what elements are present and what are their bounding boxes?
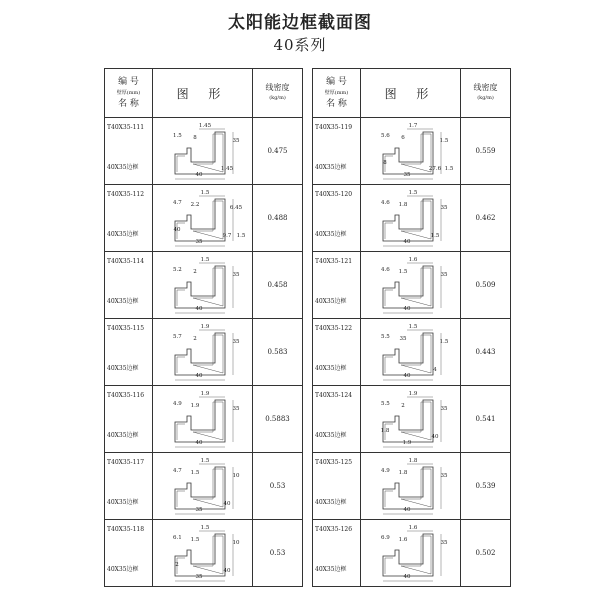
dimension-label: 6.1 bbox=[173, 535, 182, 541]
profile-name: 40X35边框 bbox=[107, 499, 139, 506]
dimension-label: 1.5 bbox=[444, 166, 454, 172]
table-header-row bbox=[105, 69, 303, 118]
profile-outline bbox=[383, 132, 433, 174]
dimension-label: 1.5 bbox=[200, 525, 210, 531]
profile-code: T40X35-117 bbox=[107, 459, 145, 466]
dimension-label: 1.5 bbox=[408, 324, 418, 330]
profile-id-cell bbox=[105, 453, 153, 520]
profile-density: 0.443 bbox=[461, 319, 511, 386]
dimension-label: 35 bbox=[440, 406, 448, 412]
dimension-label: 1.45 bbox=[220, 166, 234, 172]
profile-row bbox=[105, 319, 303, 386]
dimension-label: 6.9 bbox=[381, 535, 390, 541]
profile-cross-section-drawing bbox=[153, 118, 253, 184]
dimension-label: 40 bbox=[195, 440, 203, 446]
profile-density: 0.559 bbox=[461, 118, 511, 185]
header-code-label: 编 号 bbox=[326, 76, 347, 87]
profile-row bbox=[105, 252, 303, 319]
profile-inner-wall bbox=[177, 469, 223, 507]
profile-inner-wall bbox=[177, 201, 223, 239]
profile-cross-section-drawing bbox=[361, 520, 461, 586]
profile-outline bbox=[175, 199, 225, 241]
dimension-label: 1.5 bbox=[398, 269, 408, 275]
profile-row bbox=[105, 185, 303, 252]
dimension-label: 6 bbox=[401, 135, 405, 141]
profile-cross-section-drawing bbox=[361, 185, 461, 251]
profile-code: T40X35-126 bbox=[315, 526, 353, 533]
profile-id-cell bbox=[313, 185, 361, 252]
dimension-label: 35 bbox=[232, 138, 240, 144]
profile-drawing-cell bbox=[361, 386, 461, 453]
dimension-label: 10 bbox=[232, 473, 240, 479]
profile-drawing-cell bbox=[153, 453, 253, 520]
dimension-label: 4 bbox=[433, 367, 437, 373]
dimension-label: 5.5 bbox=[381, 401, 390, 407]
profile-inner-wall bbox=[177, 402, 223, 440]
dimension-label: 40 bbox=[173, 227, 181, 233]
profile-drawing-cell bbox=[361, 453, 461, 520]
profile-name: 40X35边框 bbox=[107, 298, 139, 305]
profile-cross-section-drawing bbox=[361, 453, 461, 519]
profile-row bbox=[313, 252, 511, 319]
table-header-row bbox=[313, 69, 511, 118]
profile-outline bbox=[383, 266, 433, 308]
profile-inner-wall bbox=[177, 268, 223, 306]
dimension-label: 2 bbox=[401, 403, 405, 409]
dimension-label: 1.8 bbox=[398, 470, 408, 476]
header-density-label: 线密度 bbox=[265, 83, 290, 92]
dimension-label: 35 bbox=[440, 205, 448, 211]
dimension-label: 1.8 bbox=[398, 202, 408, 208]
dimension-label: 1.6 bbox=[408, 257, 418, 263]
dimension-label: 1.9 bbox=[190, 403, 200, 409]
profile-outline bbox=[175, 467, 225, 509]
profile-drawing-cell bbox=[361, 520, 461, 587]
header-code-cell bbox=[105, 69, 153, 118]
profile-inner-wall bbox=[385, 201, 431, 239]
dimension-label: 9.7 bbox=[222, 233, 232, 239]
profile-row bbox=[313, 520, 511, 587]
profile-name: 40X35边框 bbox=[107, 566, 139, 573]
header-density-unit: (kg/m) bbox=[477, 95, 494, 101]
profile-row bbox=[313, 185, 511, 252]
profile-cross-section-drawing bbox=[153, 386, 253, 452]
profile-id-cell bbox=[313, 386, 361, 453]
profile-name: 40X35边框 bbox=[315, 499, 347, 506]
profile-density: 0.502 bbox=[461, 520, 511, 587]
profile-inner-wall bbox=[385, 402, 431, 440]
dimension-label: 35 bbox=[232, 339, 240, 345]
header-thickness-label: 壁厚(mm) bbox=[324, 89, 349, 96]
dimension-label: 35 bbox=[403, 172, 411, 178]
dimension-label: 1.5 bbox=[439, 138, 449, 144]
profile-density: 0.583 bbox=[253, 319, 303, 386]
profile-row bbox=[313, 319, 511, 386]
profile-id-cell bbox=[105, 185, 153, 252]
dimension-label: 4.7 bbox=[173, 468, 182, 474]
profile-drawing-cell bbox=[361, 185, 461, 252]
profile-row bbox=[105, 386, 303, 453]
profile-inner-wall bbox=[385, 134, 431, 172]
profile-row bbox=[313, 118, 511, 185]
profile-code: T40X35-112 bbox=[107, 191, 145, 198]
profile-density: 0.5883 bbox=[253, 386, 303, 453]
header-shape-cell: 图 形 bbox=[153, 69, 253, 118]
profile-name: 40X35边框 bbox=[315, 365, 347, 372]
profile-drawing-cell bbox=[361, 118, 461, 185]
profile-density: 0.488 bbox=[253, 185, 303, 252]
profile-code: T40X35-125 bbox=[315, 459, 353, 466]
profile-cross-section-drawing bbox=[153, 453, 253, 519]
profile-density: 0.475 bbox=[253, 118, 303, 185]
header-density-cell bbox=[461, 69, 511, 118]
profile-density: 0.458 bbox=[253, 252, 303, 319]
dimension-label: 35 bbox=[195, 239, 203, 245]
page-subtitle: 40系列 bbox=[273, 36, 327, 54]
dimension-label: 1.45 bbox=[198, 123, 212, 129]
profile-id-cell bbox=[105, 118, 153, 185]
profile-outline bbox=[383, 467, 433, 509]
profile-inner-wall bbox=[177, 536, 223, 574]
profile-id-cell bbox=[105, 386, 153, 453]
header-shape-cell: 图 形 bbox=[361, 69, 461, 118]
dimension-label: 1.5 bbox=[190, 537, 200, 543]
profile-outline bbox=[383, 199, 433, 241]
dimension-label: 40 bbox=[431, 434, 439, 440]
profile-code: T40X35-124 bbox=[315, 392, 353, 399]
dimension-label: 5.2 bbox=[173, 267, 182, 273]
dimension-label: 1.5 bbox=[439, 339, 449, 345]
dimension-label: 35 bbox=[232, 406, 240, 412]
dimension-label: 40 bbox=[223, 568, 231, 574]
dimension-label: 2 bbox=[193, 269, 197, 275]
header-density-cell bbox=[253, 69, 303, 118]
profile-row bbox=[105, 453, 303, 520]
profile-inner-wall bbox=[177, 335, 223, 373]
profile-drawing-cell bbox=[153, 252, 253, 319]
dimension-label: 1.9 bbox=[200, 391, 210, 397]
profile-density: 0.53 bbox=[253, 453, 303, 520]
profile-drawing-cell bbox=[153, 319, 253, 386]
profile-outline bbox=[175, 534, 225, 576]
dimension-label: 40 bbox=[403, 306, 411, 312]
dimension-label: 40 bbox=[403, 239, 411, 245]
header-code-label: 编 号 bbox=[118, 76, 139, 87]
profile-inner-wall bbox=[385, 268, 431, 306]
profile-name: 40X35边框 bbox=[107, 432, 139, 439]
profile-inner-wall bbox=[385, 536, 431, 574]
profile-id-cell bbox=[313, 118, 361, 185]
profile-density: 0.462 bbox=[461, 185, 511, 252]
dimension-label: 4.6 bbox=[381, 200, 390, 206]
header-name-label: 名 称 bbox=[326, 98, 347, 109]
dimension-label: 5.5 bbox=[381, 334, 390, 340]
header-density-label: 线密度 bbox=[473, 83, 498, 92]
dimension-label: 8 bbox=[193, 135, 197, 141]
dimension-label: 1.9 bbox=[408, 391, 418, 397]
dimension-label: 8 bbox=[383, 160, 387, 166]
profile-outline bbox=[175, 333, 225, 375]
dimension-label: 1.5 bbox=[173, 133, 182, 139]
profile-inner-wall bbox=[385, 469, 431, 507]
profile-cross-section-drawing bbox=[153, 319, 253, 385]
dimension-label: 1.5 bbox=[200, 190, 210, 196]
dimension-label: 35 bbox=[440, 540, 448, 546]
profile-row bbox=[105, 520, 303, 587]
header-name-label: 名 称 bbox=[118, 98, 139, 109]
profile-code: T40X35-116 bbox=[107, 392, 145, 399]
dimension-label: 35 bbox=[195, 574, 203, 580]
profile-drawing-cell bbox=[153, 386, 253, 453]
dimension-label: 2.2 bbox=[190, 202, 200, 208]
dimension-label: 40 bbox=[403, 574, 411, 580]
profile-outline bbox=[175, 266, 225, 308]
profile-drawing-cell bbox=[361, 252, 461, 319]
dimension-label: 2 bbox=[175, 562, 179, 568]
header-thickness-label: 壁厚(mm) bbox=[116, 89, 141, 96]
dimension-label: 40 bbox=[403, 507, 411, 513]
profile-drawing-cell bbox=[153, 520, 253, 587]
dimension-label: 35 bbox=[440, 272, 448, 278]
profile-code: T40X35-120 bbox=[315, 191, 353, 198]
profile-id-cell bbox=[313, 252, 361, 319]
header-code-cell bbox=[313, 69, 361, 118]
profile-density: 0.541 bbox=[461, 386, 511, 453]
profile-drawing-cell bbox=[153, 185, 253, 252]
profile-drawing-cell bbox=[153, 118, 253, 185]
dimension-label: 1.9 bbox=[200, 324, 210, 330]
dimension-label: 40 bbox=[403, 373, 411, 379]
dimension-label: 1.5 bbox=[200, 257, 210, 263]
profile-cross-section-drawing bbox=[361, 252, 461, 318]
header-density-unit: (kg/m) bbox=[269, 95, 286, 101]
dimension-label: 4.9 bbox=[381, 468, 390, 474]
profile-name: 40X35边框 bbox=[315, 432, 347, 439]
profile-density: 0.53 bbox=[253, 520, 303, 587]
profile-code: T40X35-114 bbox=[107, 258, 145, 265]
dimension-label: 5.7 bbox=[173, 334, 182, 340]
dimension-label: 40 bbox=[223, 501, 231, 507]
dimension-label: 1.6 bbox=[408, 525, 418, 531]
profile-code: T40X35-118 bbox=[107, 526, 145, 533]
profile-name: 40X35边框 bbox=[107, 231, 139, 238]
profile-id-cell bbox=[313, 319, 361, 386]
dimension-label: 1.9 bbox=[402, 440, 412, 446]
dimension-label: 4.7 bbox=[173, 200, 182, 206]
profile-row bbox=[105, 118, 303, 185]
dimension-label: 40 bbox=[195, 172, 203, 178]
profile-name: 40X35边框 bbox=[315, 231, 347, 238]
dimension-label: 27.6 bbox=[428, 166, 442, 172]
profile-outline bbox=[175, 400, 225, 442]
dimension-label: 6.45 bbox=[229, 205, 243, 211]
profile-density: 0.539 bbox=[461, 453, 511, 520]
profile-row bbox=[313, 386, 511, 453]
profile-cross-section-drawing bbox=[153, 185, 253, 251]
profile-row bbox=[313, 453, 511, 520]
profile-name: 40X35边框 bbox=[315, 164, 347, 171]
page-title: 太阳能边框截面图 bbox=[228, 13, 372, 33]
profile-inner-wall bbox=[177, 134, 223, 172]
profile-table-left bbox=[104, 68, 303, 587]
profile-outline bbox=[175, 132, 225, 174]
profile-cross-section-drawing bbox=[361, 118, 461, 184]
profile-id-cell bbox=[105, 319, 153, 386]
profile-code: T40X35-115 bbox=[107, 325, 145, 332]
profile-name: 40X35边框 bbox=[107, 164, 139, 171]
dimension-label: 35 bbox=[232, 272, 240, 278]
profile-code: T40X35-119 bbox=[315, 124, 353, 131]
dimension-label: 10 bbox=[232, 540, 240, 546]
dimension-label: 1.5 bbox=[408, 190, 418, 196]
profile-cross-section-drawing bbox=[153, 252, 253, 318]
dimension-label: 40 bbox=[195, 306, 203, 312]
dimension-label: 40 bbox=[195, 373, 203, 379]
dimension-label: 1.6 bbox=[398, 537, 408, 543]
profile-drawing-cell bbox=[361, 319, 461, 386]
profile-outline bbox=[383, 534, 433, 576]
profile-code: T40X35-111 bbox=[107, 124, 145, 131]
dimension-label: 1.5 bbox=[190, 470, 200, 476]
profile-inner-wall bbox=[385, 335, 431, 373]
profile-outline bbox=[380, 400, 433, 442]
profile-code: T40X35-122 bbox=[315, 325, 353, 332]
profile-cross-section-drawing bbox=[153, 520, 253, 586]
dimension-label: 35 bbox=[440, 473, 448, 479]
profile-code: T40X35-121 bbox=[315, 258, 353, 265]
profile-outline bbox=[383, 333, 433, 375]
dimension-label: 1.5 bbox=[236, 233, 246, 239]
profile-name: 40X35边框 bbox=[315, 566, 347, 573]
dimension-label: 1.7 bbox=[408, 123, 418, 129]
profile-id-cell bbox=[313, 453, 361, 520]
dimension-label: 35 bbox=[399, 336, 407, 342]
dimension-label: 4.6 bbox=[381, 267, 390, 273]
profile-table-right bbox=[312, 68, 511, 587]
dimension-label: 1.5 bbox=[430, 233, 440, 239]
profile-name: 40X35边框 bbox=[107, 365, 139, 372]
profile-name: 40X35边框 bbox=[315, 298, 347, 305]
profile-id-cell bbox=[105, 520, 153, 587]
dimension-label: 1.8 bbox=[380, 428, 390, 434]
profile-id-cell bbox=[105, 252, 153, 319]
dimension-label: 5.6 bbox=[381, 133, 390, 139]
profile-cross-section-drawing bbox=[361, 319, 461, 385]
profile-cross-section-drawing bbox=[361, 386, 461, 452]
dimension-label: 1.5 bbox=[200, 458, 210, 464]
dimension-label: 1.8 bbox=[408, 458, 418, 464]
dimension-label: 35 bbox=[195, 507, 203, 513]
dimension-label: 4.9 bbox=[173, 401, 182, 407]
profile-id-cell bbox=[313, 520, 361, 587]
dimension-label: 2 bbox=[193, 336, 197, 342]
profile-density: 0.509 bbox=[461, 252, 511, 319]
